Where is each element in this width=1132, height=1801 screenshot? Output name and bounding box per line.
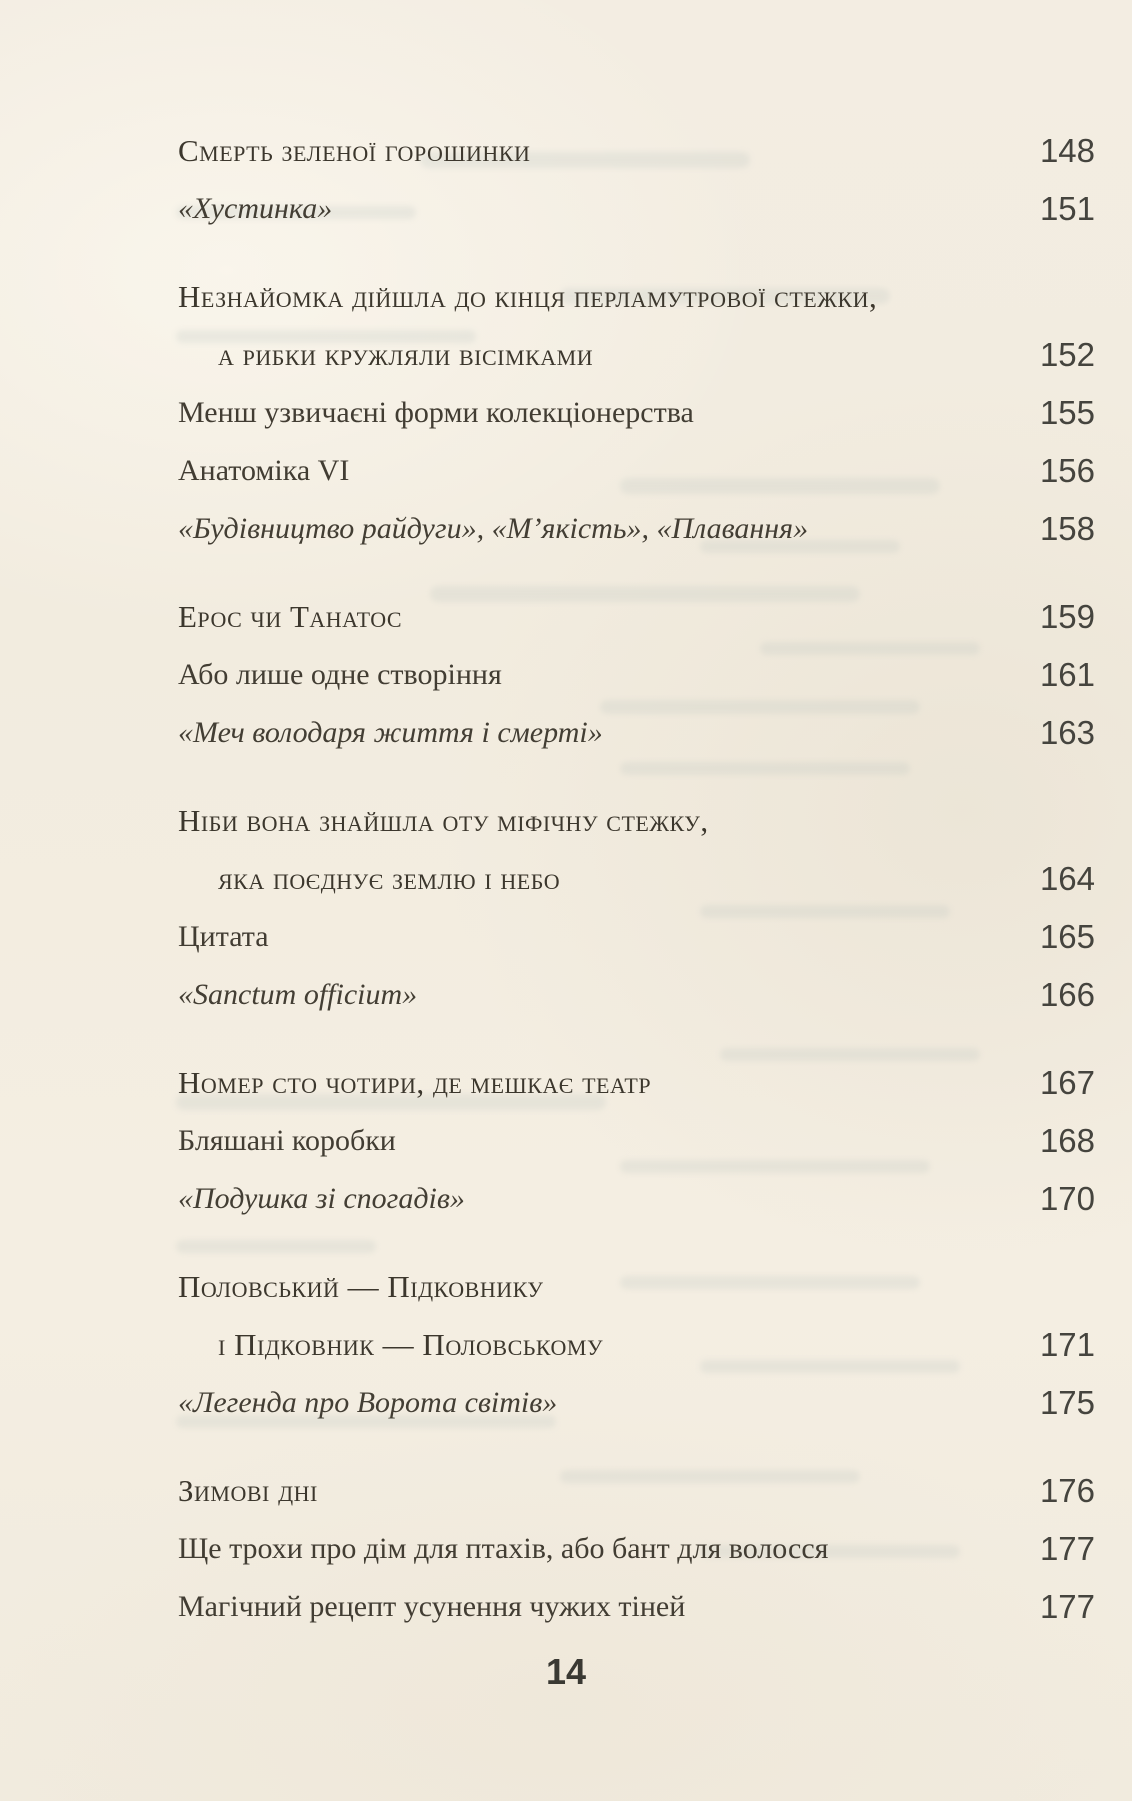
entry-line: «Подушка зі спогадів» [178, 1182, 465, 1215]
toc-entry [178, 1258, 1095, 1374]
toc-group [178, 122, 1095, 238]
entry-line: Бляшані коробки [178, 1124, 396, 1157]
entry-page-number: 175 [1039, 1384, 1095, 1421]
toc-entry [178, 704, 1095, 762]
entry-page-number: 161 [1039, 656, 1095, 693]
entry-title [178, 1578, 1016, 1636]
toc-entry [178, 1520, 1095, 1578]
entry-line: «Меч володаря життя і смерті» [178, 716, 603, 749]
entry-line: Магічний рецепт усунення чужих тіней [178, 1590, 686, 1623]
entry-title [178, 122, 1016, 180]
toc-entry [178, 180, 1095, 238]
toc-entry [178, 908, 1095, 966]
entry-line: Ніби вона знайшла оту міфічну стежку, [178, 803, 709, 838]
toc-entry [178, 1170, 1095, 1228]
entry-page-number: 151 [1039, 190, 1095, 227]
toc-entry [178, 500, 1095, 558]
toc-entry [178, 268, 1095, 384]
entry-title [178, 1258, 1016, 1374]
entry-line: «Sanctum officium» [178, 978, 418, 1011]
entry-title [178, 1054, 1016, 1112]
toc-group [178, 1054, 1095, 1228]
toc-entry [178, 1112, 1095, 1170]
entry-line: Половський — Підковнику [178, 1269, 544, 1304]
toc-entry [178, 646, 1095, 704]
entry-page-number: 176 [1039, 1472, 1095, 1509]
entry-title [178, 588, 1016, 646]
entry-page-number: 177 [1039, 1530, 1095, 1567]
entry-title [178, 384, 1016, 442]
toc-group [178, 792, 1095, 1024]
entry-page-number: 156 [1039, 452, 1095, 489]
toc-entry [178, 122, 1095, 180]
entry-page-number: 152 [1039, 336, 1095, 373]
entry-title [178, 1374, 1016, 1432]
entry-page-number: 164 [1039, 860, 1095, 897]
entry-page-number: 168 [1039, 1122, 1095, 1159]
entry-line: Смерть зеленої горошинки [178, 133, 531, 168]
entry-line: Анатоміка VI [178, 454, 350, 487]
entry-line: Або лише одне створіння [178, 658, 502, 691]
toc-entry [178, 1054, 1095, 1112]
entry-page-number: 171 [1039, 1326, 1095, 1363]
entry-page-number: 155 [1039, 394, 1095, 431]
entry-title [178, 1462, 1016, 1520]
entry-title [178, 180, 1016, 238]
entry-title [178, 908, 1016, 966]
toc-entry [178, 1462, 1095, 1520]
entry-line: Ще трохи про дім для птахів, або бант для волосся [178, 1532, 829, 1565]
entry-line: «Легенда про Ворота світів» [178, 1386, 558, 1419]
entry-line: «Будівництво райдуги», «М’якість», «Плавання» [178, 512, 809, 545]
entry-title [178, 792, 1016, 908]
entry-line: Номер сто чотири, де мешкає театр [178, 1065, 652, 1100]
entry-title [178, 442, 1016, 500]
entry-page-number: 148 [1039, 132, 1095, 169]
page-number-folio: 14 [545, 1651, 587, 1692]
entry-title [178, 646, 1016, 704]
toc-group [178, 1258, 1095, 1432]
toc-entry [178, 442, 1095, 500]
entry-line: а рибки кружляли вісімками [218, 337, 594, 372]
toc-entry [178, 588, 1095, 646]
entry-page-number: 163 [1039, 714, 1095, 751]
entry-line: «Хустинка» [178, 192, 333, 225]
entry-title [178, 500, 1016, 558]
entry-title [178, 1170, 1016, 1228]
entry-line: Зимові дні [178, 1473, 318, 1508]
entry-line: Ерос чи Танатос [178, 599, 403, 634]
toc-entry [178, 1578, 1095, 1636]
entry-page-number: 170 [1039, 1180, 1095, 1217]
entry-line: Незнайомка дійшла до кінця перламутрової стежки, [178, 279, 878, 314]
entry-line: яка поєднує землю і небо [218, 861, 561, 896]
entry-page-number: 159 [1039, 598, 1095, 635]
toc-group [178, 588, 1095, 762]
entry-title [178, 1520, 1016, 1578]
entry-page-number: 166 [1039, 976, 1095, 1013]
entry-line: і Підковник — Половському [218, 1327, 604, 1362]
entry-page-number: 167 [1039, 1064, 1095, 1101]
entry-title [178, 268, 1016, 384]
entry-page-number: 158 [1039, 510, 1095, 547]
toc-entry [178, 792, 1095, 908]
entry-title [178, 966, 1016, 1024]
toc-entry [178, 384, 1095, 442]
toc-group [178, 268, 1095, 558]
entry-page-number: 165 [1039, 918, 1095, 955]
toc-entry [178, 966, 1095, 1024]
entry-line: Цитата [178, 920, 269, 953]
entry-title [178, 704, 1016, 762]
toc-group [178, 1462, 1095, 1636]
toc-entry [178, 1374, 1095, 1432]
entry-line: Менш узвичаєні форми колекціонерства [178, 396, 694, 429]
entry-page-number: 177 [1039, 1588, 1095, 1625]
entry-title [178, 1112, 1016, 1170]
